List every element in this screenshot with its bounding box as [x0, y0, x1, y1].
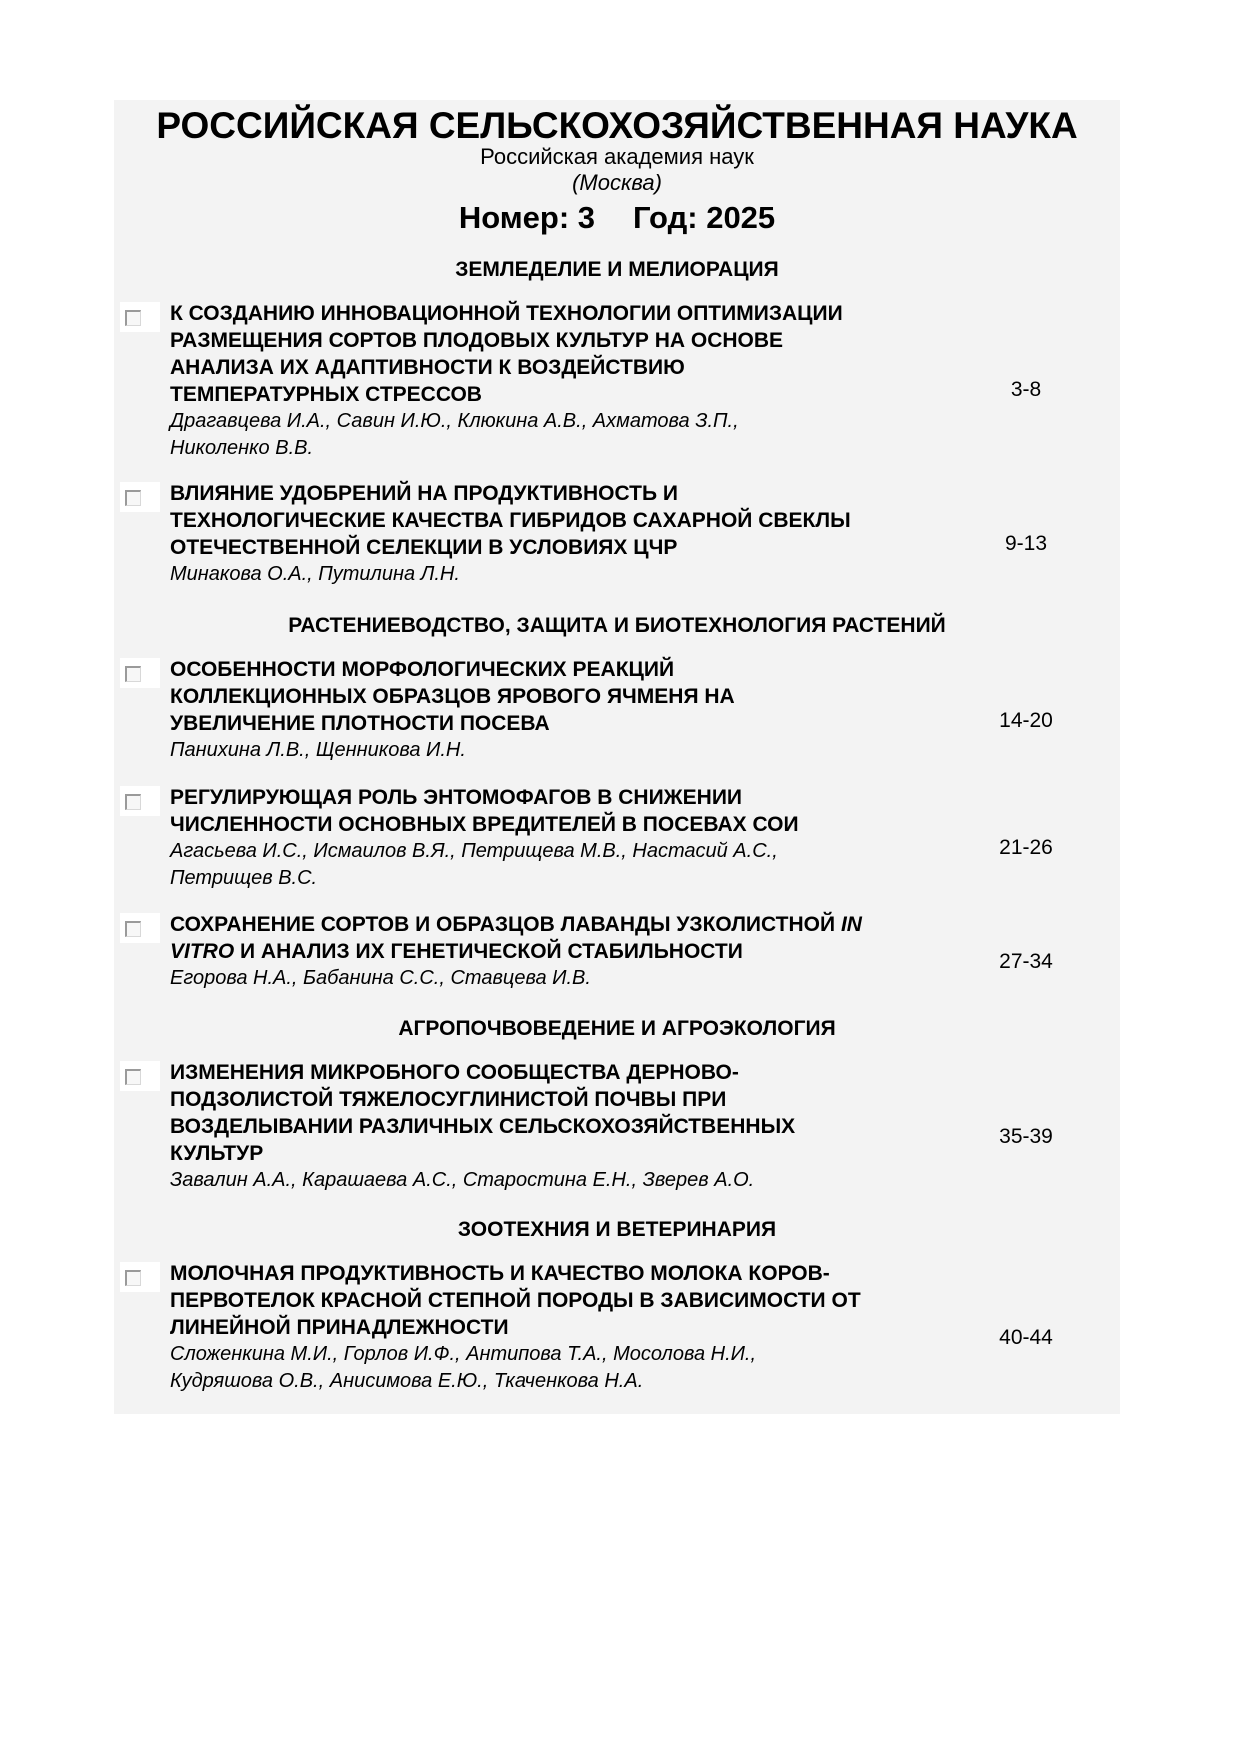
article-title[interactable]: [170, 1260, 950, 1341]
article-title-line: МОЛОЧНАЯ ПРОДУКТИВНОСТЬ И КАЧЕСТВО МОЛОКА КОРОВ-: [170, 1262, 830, 1285]
article-title[interactable]: [170, 784, 950, 838]
article-title-line: ЧИСЛЕННОСТИ ОСНОВНЫХ ВРЕДИТЕЛЕЙ В ПОСЕВАХ СОИ: [170, 813, 799, 836]
select-checkbox[interactable]: [120, 658, 160, 688]
article-title-line: ТЕМПЕРАТУРНЫХ СТРЕССОВ: [170, 383, 482, 406]
article-title-line: ЛИНЕЙНОЙ ПРИНАДЛЕЖНОСТИ: [170, 1316, 509, 1339]
article-title[interactable]: [170, 911, 950, 965]
select-checkbox[interactable]: [120, 482, 160, 512]
title-segment: СОХРАНЕНИЕ СОРТОВ И ОБРАЗЦОВ ЛАВАНДЫ УЗКОЛИСТНОЙ: [170, 913, 841, 936]
authors-line: Егорова Н.А., Бабанина С.С., Ставцева И.В.: [170, 967, 591, 989]
article-title-line: К СОЗДАНИЮ ИННОВАЦИОННОЙ ТЕХНОЛОГИИ ОПТИМИЗАЦИИ: [170, 302, 843, 325]
article-authors: [170, 561, 950, 588]
authors-line: Агасьева И.С., Исмаилов В.Я., Петрищева М.В., Настасий А.С.,: [170, 840, 778, 862]
issue-year: Год: 2025: [633, 200, 776, 235]
journal-title: РОССИЙСКАЯ СЕЛЬСКОХОЗЯЙСТВЕННАЯ НАУКА: [156, 105, 1078, 146]
checkbox-icon: [125, 1270, 141, 1286]
article-title-line: ИЗМЕНЕНИЯ МИКРОБНОГО СООБЩЕСТВА ДЕРНОВО-: [170, 1061, 739, 1084]
article-title-line: ПЕРВОТЕЛОК КРАСНОЙ СТЕПНОЙ ПОРОДЫ В ЗАВИСИМОСТИ ОТ: [170, 1289, 861, 1312]
select-checkbox[interactable]: [120, 1262, 160, 1292]
section-heading: РАСТЕНИЕВОДСТВО, ЗАЩИТА И БИОТЕХНОЛОГИЯ РАСТЕНИЙ: [288, 614, 946, 637]
checkbox-icon: [125, 666, 141, 682]
article-authors: [170, 408, 950, 462]
article-pages: 9-13: [1004, 532, 1048, 555]
authors-line: Кудряшова О.В., Анисимова Е.Ю., Ткаченкова Н.А.: [170, 1370, 644, 1392]
article-title-line: АНАЛИЗА ИХ АДАПТИВНОСТИ К ВОЗДЕЙСТВИЮ: [170, 356, 685, 379]
authors-line: Драгавцева И.А., Савин И.Ю., Клюкина А.В., Ахматова З.П.,: [170, 410, 739, 432]
article-pages: 40-44: [999, 1326, 1053, 1349]
select-checkbox[interactable]: [120, 913, 160, 943]
title-segment-italic: IN: [840, 913, 862, 936]
authors-line: Панихина Л.В., Щенникова И.Н.: [170, 739, 466, 761]
article-title-line: КОЛЛЕКЦИОННЫХ ОБРАЗЦОВ ЯРОВОГО ЯЧМЕНЯ НА: [170, 685, 735, 708]
article-authors: [170, 737, 950, 764]
toc-sheet: [114, 100, 1120, 1414]
title-segment: И АНАЛИЗ ИХ ГЕНЕТИЧЕСКОЙ СТАБИЛЬНОСТИ: [234, 940, 743, 963]
select-checkbox[interactable]: [120, 302, 160, 332]
article-pages: 27-34: [999, 950, 1053, 973]
article-authors: [170, 965, 950, 992]
article-pages: 21-26: [999, 836, 1053, 859]
select-checkbox[interactable]: [120, 1061, 160, 1091]
article-pages: 14-20: [999, 709, 1053, 732]
select-checkbox[interactable]: [120, 786, 160, 816]
authors-line: Завалин А.А., Карашаева А.С., Старостина Е.Н., Зверев А.О.: [170, 1169, 755, 1191]
authors-line: Николенко В.В.: [170, 437, 314, 459]
publisher-city: (Москва): [572, 170, 662, 195]
title-segment-italic: VITRO: [170, 940, 235, 963]
article-authors: [170, 1341, 950, 1395]
publisher-name: Российская академия наук: [480, 144, 754, 169]
article-title-line: ВЛИЯНИЕ УДОБРЕНИЙ НА ПРОДУКТИВНОСТЬ И: [170, 482, 678, 505]
article-title[interactable]: [170, 480, 950, 561]
article-title-line: [170, 938, 950, 965]
section-heading: ЗЕМЛЕДЕЛИЕ И МЕЛИОРАЦИЯ: [455, 258, 779, 281]
article-title-line: ТЕХНОЛОГИЧЕСКИЕ КАЧЕСТВА ГИБРИДОВ САХАРНОЙ СВЕКЛЫ: [170, 509, 851, 532]
article-title[interactable]: [170, 300, 950, 408]
issue-line: [114, 196, 1120, 240]
section-heading: ЗООТЕХНИЯ И ВЕТЕРИНАРИЯ: [457, 1218, 777, 1241]
article-title-line: [170, 911, 950, 938]
article-title-line: ВОЗДЕЛЫВАНИИ РАЗЛИЧНЫХ СЕЛЬСКОХОЗЯЙСТВЕННЫХ: [170, 1115, 796, 1138]
article-title-line: ОТЕЧЕСТВЕННОЙ СЕЛЕКЦИИ В УСЛОВИЯХ ЦЧР: [170, 536, 678, 559]
checkbox-icon: [125, 490, 141, 506]
issue-number: Номер: 3: [458, 200, 596, 235]
article-title-line: РЕГУЛИРУЮЩАЯ РОЛЬ ЭНТОМОФАГОВ В СНИЖЕНИИ: [170, 786, 743, 809]
article-title-line: ОСОБЕННОСТИ МОРФОЛОГИЧЕСКИХ РЕАКЦИЙ: [170, 658, 675, 681]
checkbox-icon: [125, 310, 141, 326]
checkbox-icon: [125, 1069, 141, 1085]
article-authors: [170, 1167, 950, 1194]
article-pages: 35-39: [999, 1125, 1053, 1148]
section-heading: АГРОПОЧВОВЕДЕНИЕ И АГРОЭКОЛОГИЯ: [398, 1017, 836, 1040]
authors-line: Сложенкина М.И., Горлов И.Ф., Антипова Т.А., Мосолова Н.И.,: [170, 1343, 757, 1365]
authors-line: Петрищев В.С.: [170, 867, 318, 889]
article-title-line: КУЛЬТУР: [170, 1142, 264, 1165]
checkbox-icon: [125, 921, 141, 937]
checkbox-icon: [125, 794, 141, 810]
article-title[interactable]: [170, 656, 950, 737]
article-title-line: РАЗМЕЩЕНИЯ СОРТОВ ПЛОДОВЫХ КУЛЬТУР НА ОСНОВЕ: [170, 329, 784, 352]
article-title[interactable]: [170, 1059, 950, 1167]
article-title-line: УВЕЛИЧЕНИЕ ПЛОТНОСТИ ПОСЕВА: [170, 712, 550, 735]
article-title-line: ПОДЗОЛИСТОЙ ТЯЖЕЛОСУГЛИНИСТОЙ ПОЧВЫ ПРИ: [170, 1088, 727, 1111]
article-authors: [170, 838, 950, 892]
authors-line: Минакова О.А., Путилина Л.Н.: [170, 563, 460, 585]
article-pages: 3-8: [1010, 378, 1042, 401]
